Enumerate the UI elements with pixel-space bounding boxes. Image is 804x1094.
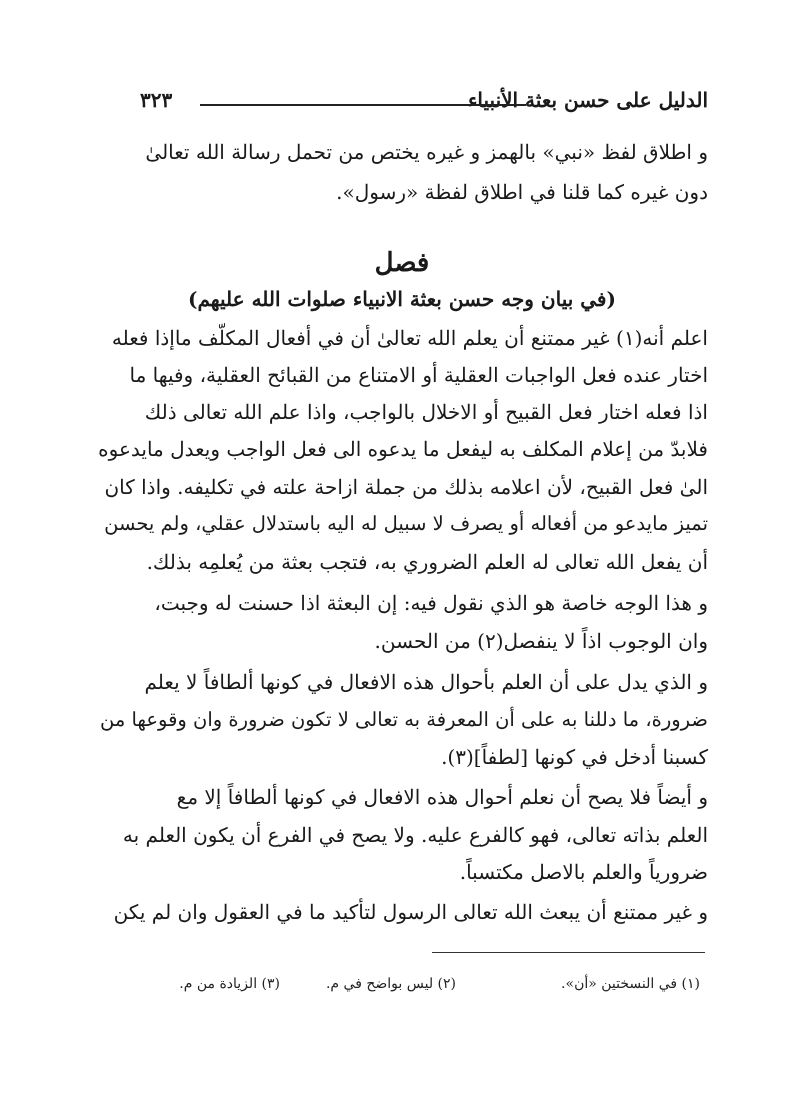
section-subtitle: (في بيان وجه حسن بعثة الانبياء صلوات الله عليهم) bbox=[188, 287, 616, 311]
body-line: و أيضاً فلا يصح أن نعلم أحوال هذه الافعال في كونها ألطافاً إلا مع bbox=[176, 785, 708, 809]
body-line: اعلم أنه(١) غير ممتنع أن يعلم الله تعالىٰ أن في أفعال المكلّف ماإذا فعله bbox=[111, 326, 708, 350]
body-line: ضرورة، ما دللنا به على أن المعرفة به تعالى لا تكون ضرورة وان وقوعها من bbox=[99, 708, 708, 731]
footnote-rule bbox=[432, 952, 705, 953]
body-line: و هذا الوجه خاصة هو الذي نقول فيه: إن البعثة اذا حسنت له وجبت، bbox=[154, 591, 708, 615]
body-line: أن يفعل الله تعالى له العلم الضروري به، فتجب بعثة من يُعلمِه بذلك. bbox=[146, 550, 708, 574]
running-header bbox=[140, 82, 708, 122]
footnote-1: (١) في النسختين «أن». bbox=[561, 976, 700, 992]
section-title: فصل bbox=[374, 248, 430, 278]
body-line: و الذي يدل على أن العلم بأحوال هذه الافعال في كونها ألطافاً لا يعلم bbox=[144, 670, 708, 694]
body-line: ضرورياً والعلم بالاصل مكتسباً. bbox=[459, 860, 708, 884]
body-line: فلابدّ من إعلام المكلف به ليفعل ما يدعوه الى فعل الواجب ويعدل مايدعوه bbox=[98, 437, 708, 461]
body-line: و غير ممتنع أن يبعث الله تعالى الرسول لتأكيد ما في العقول وان لم يكن bbox=[113, 900, 708, 924]
intro-line: دون غيره كما قلنا في اطلاق لفظة «رسول». bbox=[336, 180, 708, 204]
page-number: ٣٢٣ bbox=[140, 88, 173, 112]
body-line: كسبنا أدخل في كونها [لطفاً](٣). bbox=[441, 745, 708, 769]
footnote-2: (٢) ليس بواضح في م. bbox=[325, 976, 456, 992]
intro-line: و اطلاق لفظ «نبي» بالهمز و غيره يختص من تحمل رسالة الله تعالىٰ bbox=[145, 140, 708, 164]
header-title: الدليل على حسن بعثة الأنبياء bbox=[468, 88, 708, 112]
body-line: اختار عنده فعل الواجبات العقلية أو الامتناع من القبائح العقلية، وفيها ما bbox=[129, 363, 708, 387]
header-rule bbox=[200, 104, 526, 106]
footnote-3: (٣) الزيادة من م. bbox=[179, 976, 280, 992]
body-line: اذا فعله اختار فعل القبيح أو الاخلال بالواجب، واذا علم الله تعالى ذلك bbox=[144, 400, 708, 424]
body-line: وان الوجوب اذاً لا ينفصل(٢) من الحسن. bbox=[374, 629, 708, 653]
body-line: الىٰ فعل القبيح، لأن اعلامه بذلك من جملة ازاحة علته في تكليفه. واذا كان bbox=[104, 475, 708, 499]
body-line: العلم بذاته تعالى، فهو كالفرع عليه. ولا يصح في الفرع أن يكون العلم به bbox=[122, 823, 708, 847]
body-line: تميز مايدعو من أفعاله أو يصرف لا سبيل له اليه باستدلال عقلي، ولم يحسن bbox=[104, 512, 708, 535]
